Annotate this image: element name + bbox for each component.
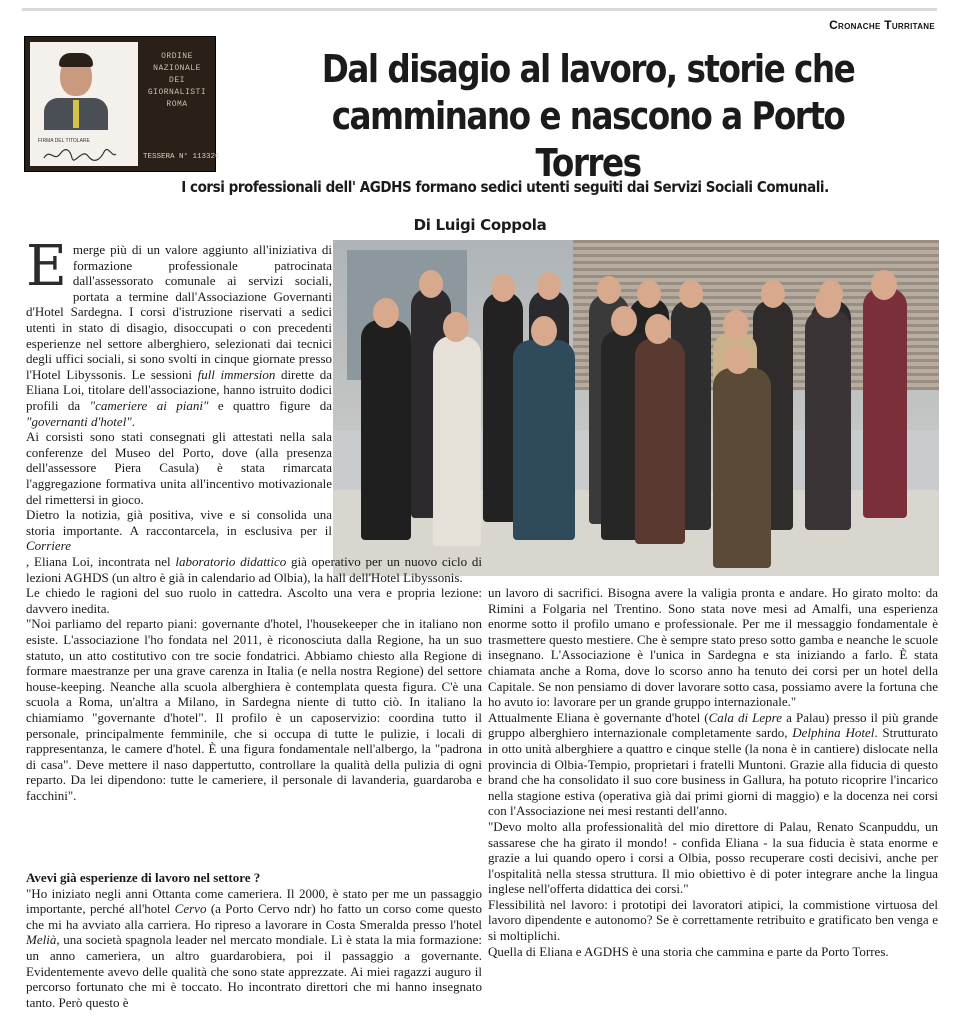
headline: Dal disagio al lavoro, storie che camminano e nascono a Porto Torres bbox=[321, 47, 855, 185]
paragraph: Ai corsisti sono stati consegnati gli attestati nella sala conferenze del Museo del Porto, dove (alla presenza dell'assessore Piera Casula) è stata rimarcata l'aggregazione formativa unita all'incentivo motivazionale del rimettersi in gioco. bbox=[26, 429, 332, 507]
article-column-1: E merge più di un valore aggiunto all'iniziativa di formazione professionale patrocinata dall'assessorato comunale ai servizi sociali, portata a termine dall'Associazione Governanti d'Hotel Sardegna. I corsi d'istruzione riservati a sedici utenti in stato di disagio, disoccupati o con precedenti esperienze nel settore alberghiero, selezionati dai tecnici degli uffici sociali, si sono svolti in cinque giornate presso l'Hotel Libyssonis. Le sessioni full immersion dirette da Eliana Loi, titolare dell'associazione, hanno istruito dodici profili da "cameriere ai piani" e quattro figure da "governanti d'hotel". Ai corsisti sono stati consegnati gli attestati nella sala conferenze del Museo del Porto, dove (alla presenza dell'assessore Piera Casula) è stata rimarcata l'aggregazione formativa unita all'incentivo motivazionale del rimettersi in gioco. Dietro la notizia, già positiva, vive e si consolida una storia importante. A raccontarcela, in esclusiva per il Corriere bbox=[26, 234, 332, 554]
paragraph: Flessibilità nel lavoro: i prototipi dei lavoratori atipici, la commistione virtuosa del lavoro dipendente e autonomo? Se è correttamente retribuito e gratificato ben venga e si moltiplichi. bbox=[488, 896, 938, 944]
top-rule bbox=[22, 8, 937, 11]
press-card-image bbox=[24, 36, 220, 172]
drop-cap: E bbox=[26, 234, 67, 299]
byline: Di Luigi Coppola bbox=[413, 216, 547, 234]
paragraph: Le chiedo le ragioni del suo ruolo in cattedra. Ascolto una vera e propria lezione: davvero inedita. bbox=[26, 585, 482, 616]
interview-question: Avevi già esperienze di lavoro nel settore ? bbox=[26, 870, 261, 885]
article-column-3: Avevi già esperienze di lavoro nel settore ? "Ho iniziato negli anni Ottanta come cameriera. Il 2000, è stato per me un passaggio importante, perché all'hotel Cervo (a Porto Cervo ndr) ho fatto un corso come questo che mi ha avviato alla carriera. Ho ripreso a lavorare in Costa Smeralda presso l'hotel Melià, una società spagnola leader nel mercato mondiale. Lì è stata la mia formazione: un anno cameriera, un altro guardarobiera, poi il passaggio a governante. Evidentemente avevo delle qualità che sono state apprezzate. Ai miei ragazzi auguro il percorso fortunato che mi è toccato. Ho incontrato direttori che mi hanno insegnato tanto. Però questo è bbox=[26, 870, 482, 1010]
signature-icon bbox=[42, 146, 118, 164]
article-column-2: , Eliana Loi, incontrata nel laboratorio didattico già operativo per un nuovo ciclo di lezioni AGHDS (un altro è già in calendario ad Olbia), la hall dell'Hotel Libyssonis. Le chiedo le ragioni del suo ruolo in cattedra. Ascolto una vera e propria lezione: davvero inedita. "Noi parliamo del reparto piani: governante d'hotel, l'housekeeper che in italiano non esiste. L'associazione l'ho fondata nel 2011, è riconosciuta dalla Regione, ha un suo statuto, un atto costitutivo con tre socie fondatrici. Abbiamo chiesto alla Regione di formare maestranze per una grave carenza in Italia (e nella nostra Regione) del settore house-keeping. Neanche alla scuola alberghiera è contemplata questa figura. C'è una scuola a Roma, un'altra a Milano, in Sardegna niente di tutto ciò. In italiano la chiamiamo "governante d'hotel". Il profilo è un caposervizio: coordina tutto il personale, principalmente femminile, che si occupa di tutte le pulizie, i locali di rappresentanza, le camere d'hotel. È una figura fondamentale nell'albergo, la "padrona di casa". Deve mettere il naso dappertutto, controllare la qualità della pulizia di ogni reparto. Da lei dipendono: tutte le cameriere, il personale di lavanderia, guardaroba e facchini". bbox=[26, 554, 482, 803]
portrait-photo bbox=[30, 42, 138, 166]
paragraph: Quella di Eliana e AGDHS è una storia che cammina e parte da Porto Torres. bbox=[488, 943, 889, 959]
paragraph: "Noi parliamo del reparto piani: governante d'hotel, l'housekeeper che in italiano non esiste. L'associazione l'ho fondata nel 2011, è riconosciuta dalla Regione, ha un suo statuto, un atto costitutivo con tre socie fondatrici. Abbiamo chiesto alla Regione di formare maestranze per una grave carenza in Italia (e nella nostra Regione) del settore house-keeping. Neanche alla scuola alberghiera è contemplata questa figura. C'è una scuola a Roma, un'altra a Milano, in Sardegna niente di tutto ciò. In italiano la chiamiamo "governante d'hotel". Il profilo è un caposervizio: coordina tutto il personale, principalmente femminile, che si occupa di tutte le pulizie, i locali di rappresentanza, le camere d'hotel. È una figura fondamentale nell'albergo, la "padrona di casa". Deve mettere il naso dappertutto, controllare la qualità della pulizia di ogni reparto. Da lei dipendono: tutte le cameriere, il personale di lavanderia, guardaroba e facchini". bbox=[26, 616, 482, 803]
subtitle: I corsi professionali dell' AGDHS formano sedici utenti seguiti dai Servizi Sociali Comunali. bbox=[181, 178, 829, 196]
section-label: Cronache Turritane bbox=[829, 18, 935, 32]
paragraph: "Devo molto alla professionalità del mio direttore di Palau, Renato Scanpuddu, un sassarese che ha girato il mondo! - confida Eliana - la sua fiducia è stata enorme e grazie a lui quando opero i corsi a Olbia, posso recuperare costi decisivi, anche per l'ospitalità nella stessa struttura. Il mio obiettivo è di poter integrare anche la lingua inglese nell'offerta didattica dei corsi." bbox=[488, 818, 938, 897]
paragraph: un lavoro di sacrifici. Bisogna avere la valigia pronta e andare. Ho girato molto: da Rimini a Folgaria nel Trentino. Sono stata nove mesi ad Amalfi, una esperienza enorme sotto il profilo umano e professionale. Per me il messaggio fondamentale è trasmettere questo mestiere. Che è sempre stato preso sotto gamba e neanche le scuole insegnano. L'Associazione è l'unica in Sardegna e sta iniziando a farlo. È stata chiamata anche a Roma, dove lo scorso anno ha tenuto dei corsi per un hotel della Capitale. Se non pensiamo di dover lavorare sotto casa, possiamo avere la fortuna che ho avuto io: lavorare per un grande gruppo internazionale." bbox=[488, 585, 938, 710]
article-column-4: un lavoro di sacrifici. Bisogna avere la valigia pronta e andare. Ho girato molto: da Rimini a Folgaria nel Trentino. Sono stata nove mesi ad Amalfi, una esperienza enorme sotto il profilo umano e professionale. Per me il messaggio fondamentale è trasmettere questo mestiere. Che è sempre stato preso sotto gamba e neanche le scuole insegnano. L'Associazione è l'unica in Sardegna e sta iniziando a farlo. È stata chiamata anche a Roma, dove lo scorso anno ha tenuto dei corsi per un hotel della Capitale. Se non pensiamo di dover lavorare sotto casa, possiamo avere la fortuna che ho avuto io: lavorare per un grande gruppo internazionale." Attualmente Eliana è governante d'hotel (Cala di Lepre a Palau) presso il più grande gruppo alberghiero internazionale completamente sardo, Delphina Hotel. Strutturato in otto unità alberghiere a quattro e cinque stelle (la nona è in cantiere) dislocate nella provincia di Olbia-Tempio, proprietari i fratelli Muntoni. Grazie alla fiducia di questo brand che ha consolidato il suo core business in Gallura, ha potuto ricoprire l'incarico nella stagione estiva (operativa già dai primi giorni di maggio) e la docenza nei corsi con l'Associazione nei mesi restanti dell'anno. "Devo molto alla professionalità del mio direttore di Palau, Renato Scanpuddu, un sassarese che ha girato il mondo! - confida Eliana - la sua fiducia è stata enorme e grazie a lui quando opero i corsi a Olbia, posso recuperare costi decisivi, anche per l'ospitalità nella stessa struttura. Il mio obiettivo è di poter integrare anche la lingua inglese nell'offerta didattica dei corsi." Flessibilità nel lavoro: i prototipi dei lavoratori atipici, la commistione virtuosa del lavoro dipendente e autonomo? Se è correttamente retribuito e gratificato ben venga e si moltiplichi. Quella di Eliana e AGDHS è una storia che cammina e parte da Porto Torres. bbox=[488, 585, 939, 959]
group-photo bbox=[333, 240, 939, 576]
press-card-org: ORDINE NAZIONALE DEI GIORNALISTI ROMA bbox=[147, 52, 207, 109]
signature-label: FIRMA DEL TITOLARE bbox=[38, 138, 90, 144]
press-card-number: TESSERA N° 113326 bbox=[143, 153, 220, 161]
